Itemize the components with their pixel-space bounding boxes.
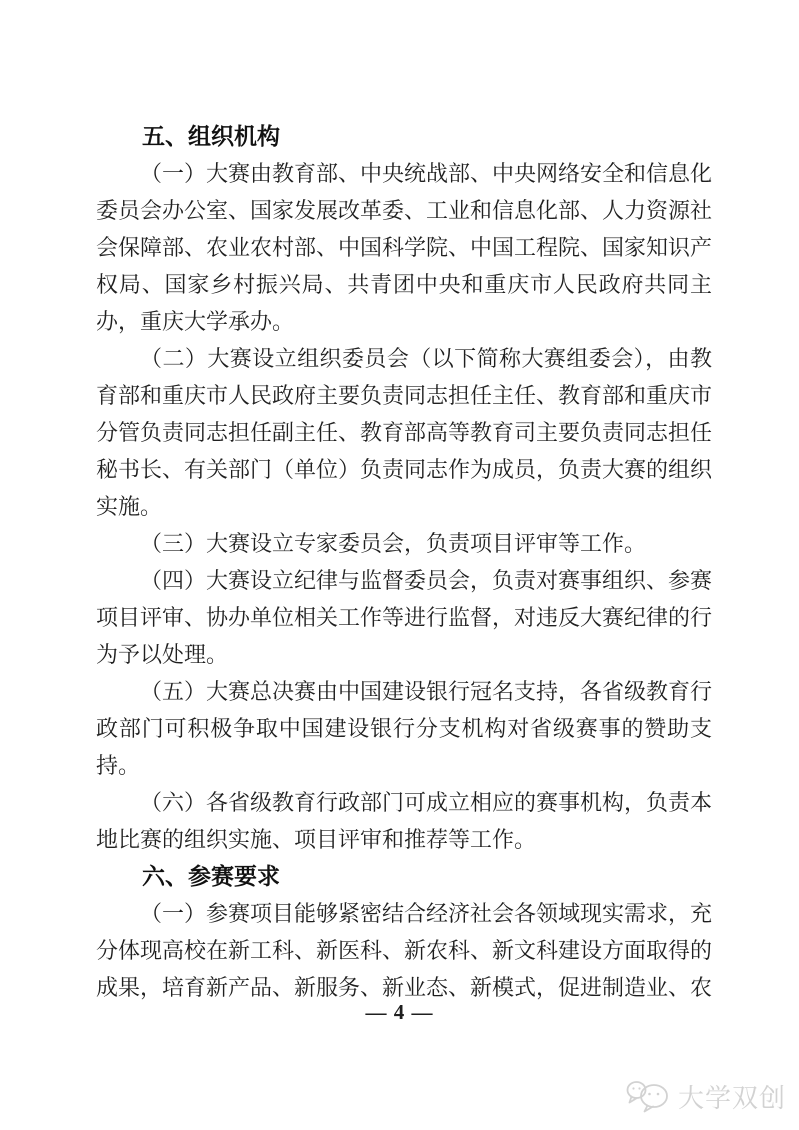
paragraph: （五）大赛总决赛由中国建设银行冠名支持，各省级教育行政部门可积极争取中国建设银行分支机构对省级赛事的赞助支持。 — [96, 679, 713, 778]
paragraph: （二）大赛设立组织委员会（以下简称大赛组委会），由教育部和重庆市人民政府主要负责同志担任主任、教育部和重庆市分管负责同志担任副主任、教育部高等教育司主要负责同志担任秘书长、有关部门（单位）负责同志作为成员，负责大赛的组织实施。 — [96, 346, 713, 519]
watermark-label: 大学双创 — [677, 1082, 786, 1113]
page-number: — 4 — — [365, 1000, 434, 1024]
document-body — [96, 118, 712, 1006]
paragraph: （一）大赛由教育部、中央统战部、中央网络安全和信息化委员会办公室、国家发展改革委、工业和信息化部、人力资源社会保障部、农业农村部、中国科学院、中国工程院、国家知识产权局、国家乡村振兴局、共青团中央和重庆市人民政府共同主办，重庆大学承办。 — [96, 161, 713, 334]
paragraph: （四）大赛设立纪律与监督委员会，负责对赛事组织、参赛项目评审、协办单位相关工作等进行监督，对违反大赛纪律的行为予以处理。 — [96, 568, 713, 667]
paragraph: （三）大赛设立专家委员会，负责项目评审等工作。 — [140, 531, 647, 556]
wechat-icon — [625, 1079, 671, 1113]
section-heading: 六、参赛要求 — [142, 863, 280, 889]
section-heading: 五、组织机构 — [142, 123, 280, 149]
paragraph: （一）参赛项目能够紧密结合经济社会各领域现实需求，充分体现高校在新工科、新医科、新农科、新文科建设方面取得的成果，培育新产品、新服务、新业态、新模式，促进制造业、农 — [96, 901, 713, 1000]
paragraph: （六）各省级教育行政部门可成立相应的赛事机构，负责本地比赛的组织实施、项目评审和推荐等工作。 — [96, 790, 713, 852]
watermark — [625, 1080, 786, 1112]
